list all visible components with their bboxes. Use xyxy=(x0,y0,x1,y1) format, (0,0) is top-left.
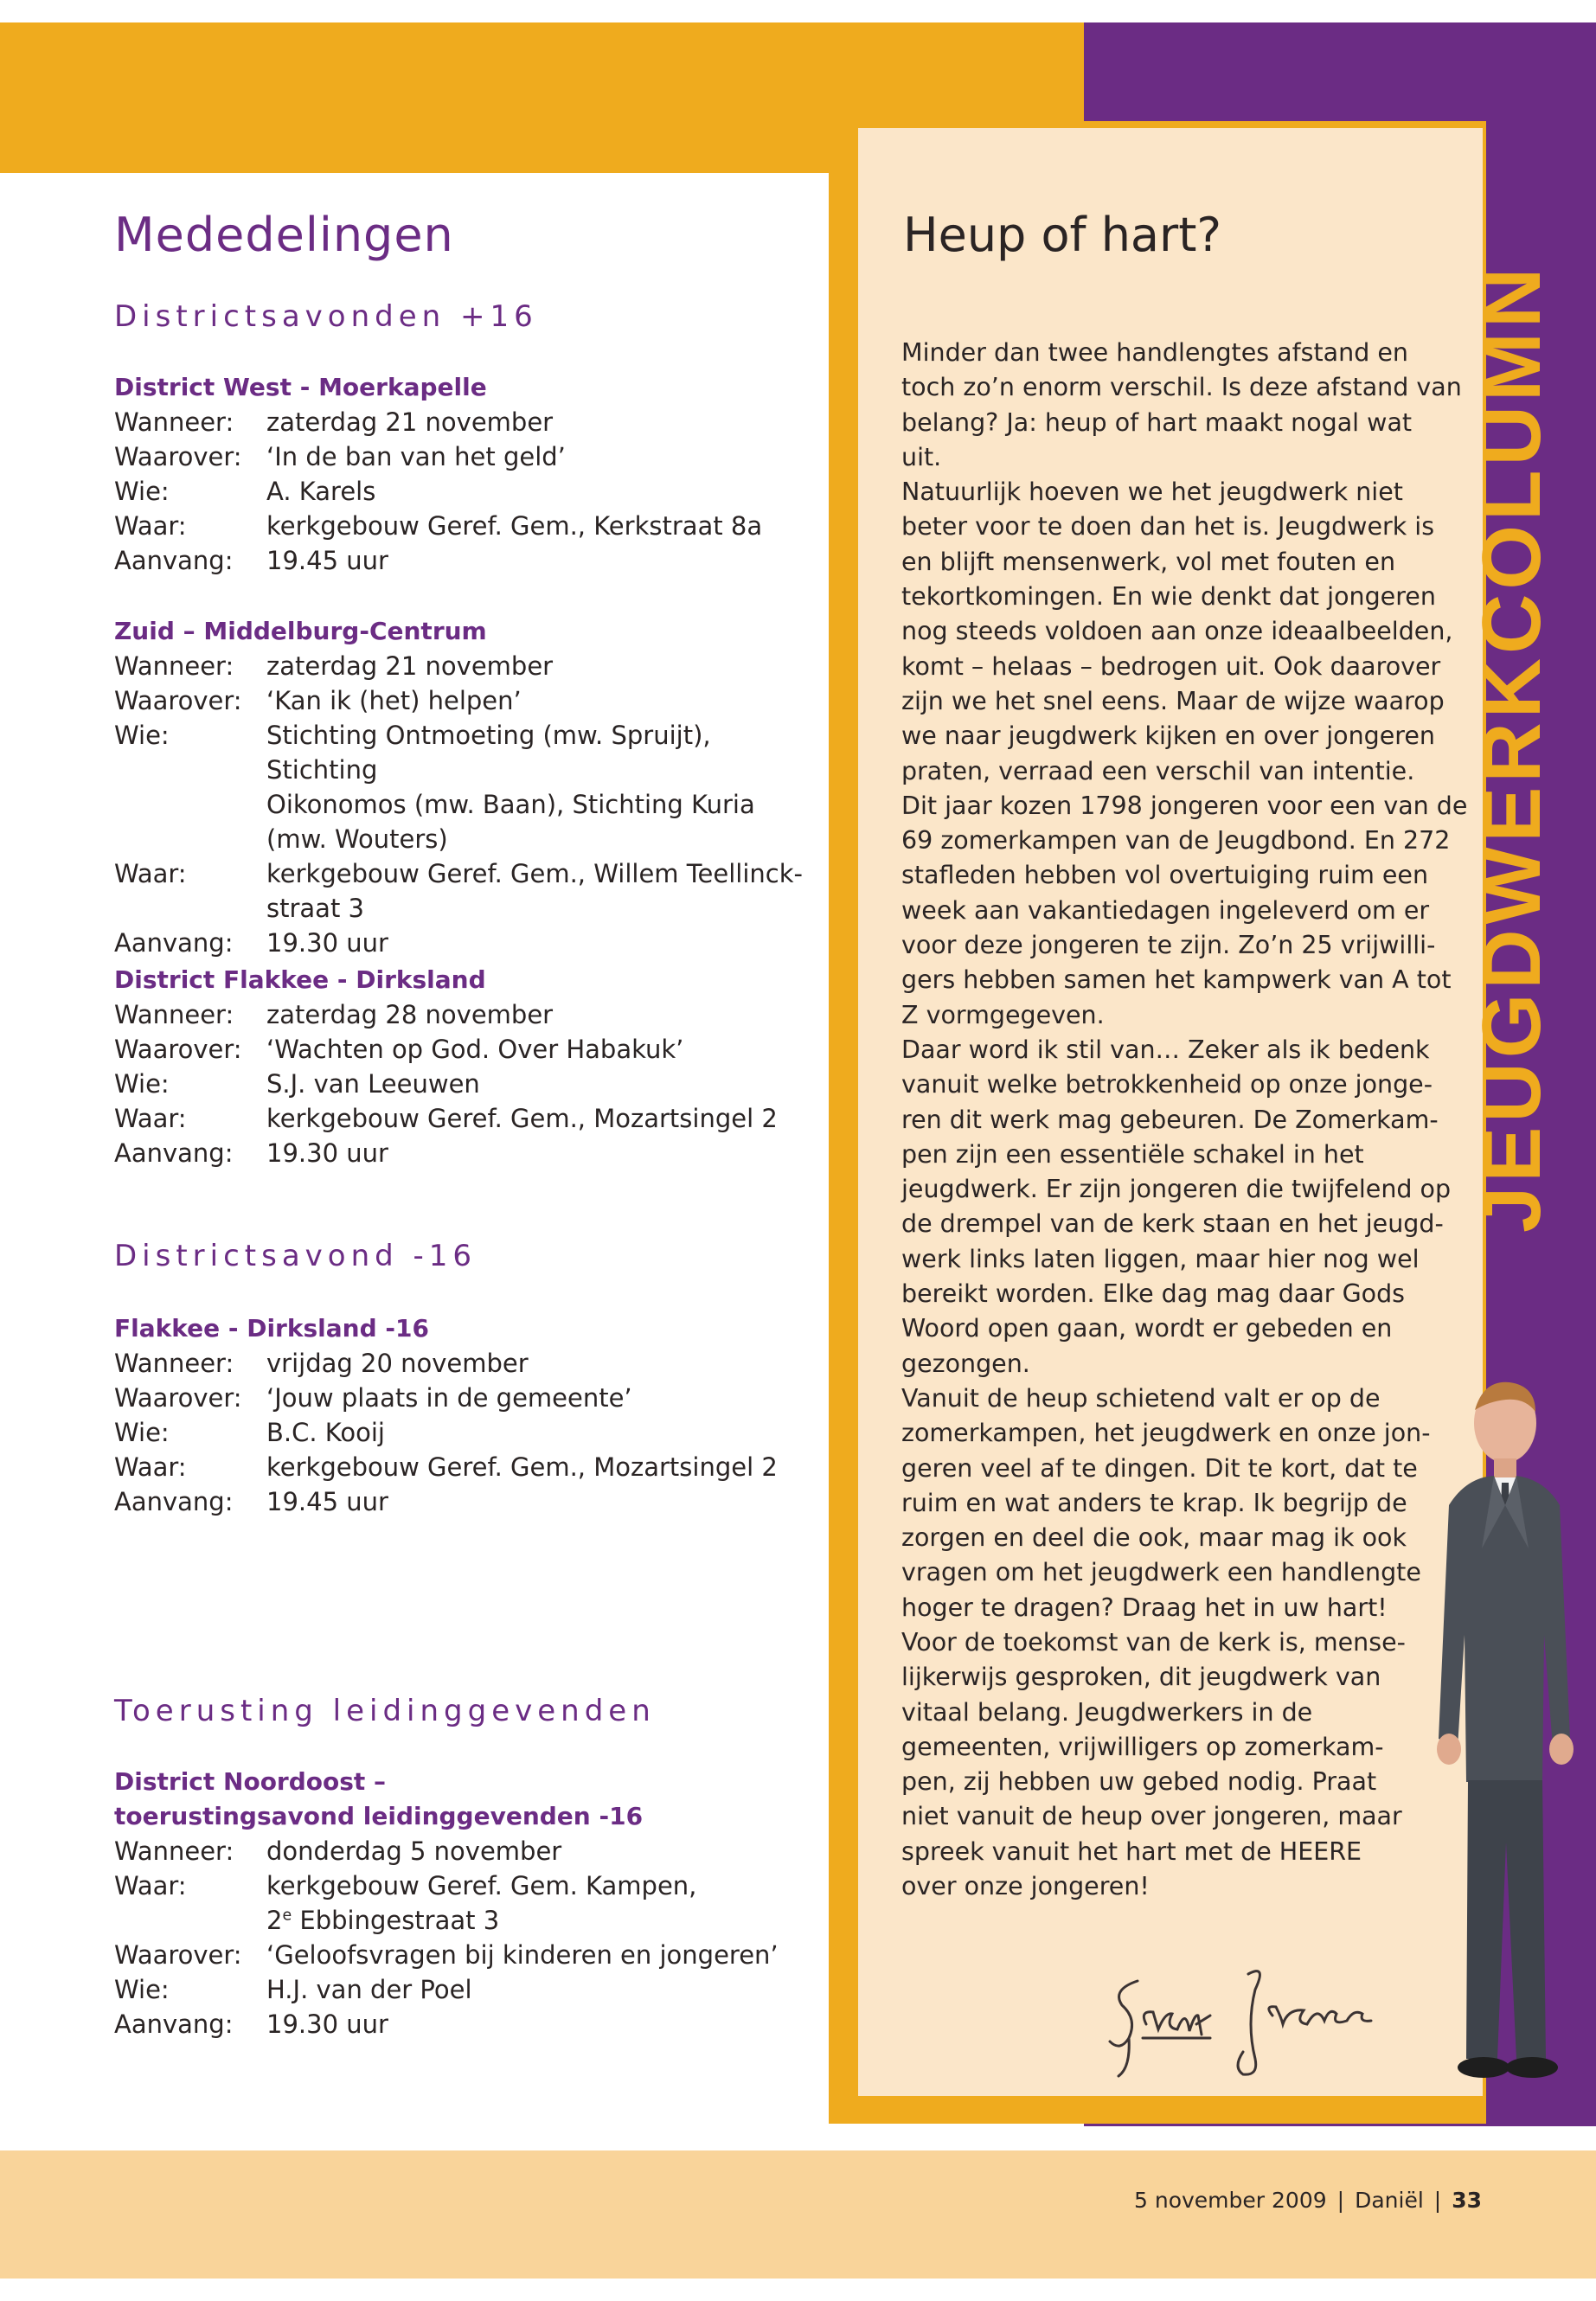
event-row xyxy=(114,1834,815,1868)
row-label: Wanneer: xyxy=(114,1000,234,1029)
column-line: praten, verraad een verschil van intentie. xyxy=(901,756,1415,785)
column-line: toch zo’n enorm verschil. Is deze afstand van xyxy=(901,373,1462,402)
column-line: Minder dan twee handlengtes afstand en xyxy=(901,338,1408,367)
row-value: kerkgebouw Geref. Gem., Mozartsingel 2 xyxy=(266,1452,778,1482)
row-value: 19.30 uur xyxy=(266,928,388,958)
column-line: we naar jeugdwerk kijken en over jongeren xyxy=(901,721,1435,751)
footer-publication: Daniël xyxy=(1355,2188,1424,2213)
row-value: kerkgebouw Geref. Gem., Mozartsingel 2 xyxy=(266,1104,778,1133)
row-label: Aanvang: xyxy=(114,928,234,958)
event-title: Zuid – Middelburg-Centrum xyxy=(114,617,487,645)
column-line: Z vormgegeven. xyxy=(901,1000,1105,1029)
column-line: Dit jaar kozen 1798 jongeren voor een van de xyxy=(901,791,1468,820)
page-number: 33 xyxy=(1452,2188,1482,2213)
column-vertical-label: JEUGDWERKCOLUMN xyxy=(1465,263,1558,1233)
column-line: week aan vakantiedagen ingeleverd om er xyxy=(901,895,1430,925)
column-line: lijkerwijs gesproken, dit jeugdwerk van xyxy=(901,1663,1381,1692)
event-row xyxy=(114,683,815,718)
event-district-west xyxy=(114,370,815,578)
column-line: vitaal belang. Jeugdwerkers in de xyxy=(901,1697,1313,1727)
event-row xyxy=(114,1381,815,1415)
event-row xyxy=(114,926,815,960)
section-heading-districtsavonden: Districtsavonden +16 xyxy=(114,299,538,334)
row-value xyxy=(266,856,815,926)
row-label: Waarover: xyxy=(114,1035,242,1064)
event-row xyxy=(114,405,815,439)
row-value: A. Karels xyxy=(266,477,376,506)
column-line: uit. xyxy=(901,442,942,471)
event-flakkee-dirksland-16 xyxy=(114,1311,815,1519)
event-row xyxy=(114,1136,815,1170)
event-row xyxy=(114,1484,815,1519)
row-label: Aanvang: xyxy=(114,1487,234,1516)
column-line: gers hebben samen het kampwerk van A tot xyxy=(901,965,1452,995)
column-line: zorgen en deel die ook, maar mag ik ook xyxy=(901,1523,1407,1553)
column-line: jeugdwerk. Er zijn jongeren die twijfelend op xyxy=(901,1175,1452,1204)
row-label: Aanvang: xyxy=(114,1138,234,1168)
event-title: District West - Moerkapelle xyxy=(114,373,487,401)
value-line: Stichting Ontmoeting (mw. Spruijt), Stichting xyxy=(266,721,711,785)
column-line: pen zijn een essentiële schakel in het xyxy=(901,1139,1364,1169)
value-line: kerkgebouw Geref. Gem., Willem Teellinck- xyxy=(266,859,803,888)
event-row xyxy=(114,1101,815,1136)
row-label: Waar: xyxy=(114,1871,187,1900)
column-line: spreek vanuit het hart met de HEERE xyxy=(901,1836,1362,1866)
column-line: de drempel van de kerk staan en het jeugd- xyxy=(901,1209,1444,1239)
row-label: Waarover: xyxy=(114,1383,242,1413)
row-label: Waarover: xyxy=(114,442,242,471)
column-line: nog steeds voldoen aan onze ideaalbeelden, xyxy=(901,617,1453,646)
column-line: en blijft mensenwerk, vol met fouten en xyxy=(901,547,1396,576)
column-line: Natuurlijk hoeven we het jeugdwerk niet xyxy=(901,478,1403,507)
page-footer: 5 november 2009 | Daniël | 33 xyxy=(1134,2188,1482,2213)
footer-date: 5 november 2009 xyxy=(1134,2188,1327,2213)
column-line: hoger te dragen? Draag het in uw hart! xyxy=(901,1593,1388,1622)
column-line: 69 zomerkampen van de Jeugdbond. En 272 xyxy=(901,826,1451,856)
event-row xyxy=(114,1450,815,1484)
row-label: Wanneer: xyxy=(114,1836,234,1866)
event-title: Flakkee - Dirksland -16 xyxy=(114,1314,429,1343)
event-row xyxy=(114,474,815,509)
row-value xyxy=(266,1868,815,1938)
column-line: voor deze jongeren te zijn. Zo’n 25 vrijwilli- xyxy=(901,931,1436,960)
event-row xyxy=(114,543,815,578)
column-line: zijn we het snel eens. Maar de wijze waarop xyxy=(901,686,1445,715)
row-value: S.J. van Leeuwen xyxy=(266,1069,480,1099)
row-value: zaterdag 21 november xyxy=(266,651,554,681)
row-label: Wie: xyxy=(114,1069,170,1099)
column-line: geren veel af te dingen. Dit te kort, dat te xyxy=(901,1453,1418,1483)
row-value: donderdag 5 november xyxy=(266,1836,562,1866)
column-line: werk links laten liggen, maar hier nog wel xyxy=(901,1244,1420,1273)
column-line: ren dit werk mag gebeuren. De Zomerkam- xyxy=(901,1105,1439,1134)
column-body xyxy=(901,336,1468,1904)
column-title: Heup of hart? xyxy=(903,208,1222,262)
event-row xyxy=(114,1868,815,1938)
value-line: (mw. Wouters) xyxy=(266,824,448,854)
event-zuid-middelburg xyxy=(114,614,815,960)
event-row xyxy=(114,1067,815,1101)
event-district-flakkee xyxy=(114,963,815,1170)
value-line: 2e Ebbingestraat 3 xyxy=(266,1906,500,1935)
column-line: Woord open gaan, wordt er gebeden en xyxy=(901,1314,1393,1343)
row-label: Wanneer: xyxy=(114,651,234,681)
event-row xyxy=(114,1972,815,2007)
value-line: Oikonomos (mw. Baan), Stichting Kuria xyxy=(266,790,755,819)
signature-image xyxy=(1103,1955,1397,2085)
row-label: Waar: xyxy=(114,859,187,888)
event-row xyxy=(114,997,815,1032)
event-row xyxy=(114,439,815,474)
event-row xyxy=(114,856,815,926)
event-row xyxy=(114,1938,815,1972)
column-line: zomerkampen, het jeugdwerk en onze jon- xyxy=(901,1419,1431,1448)
row-value: ‘Geloofsvragen bij kinderen en jongeren’ xyxy=(266,1940,779,1970)
row-value xyxy=(266,718,815,856)
column-line: vanuit welke betrokkenheid op onze jonge- xyxy=(901,1070,1433,1099)
row-value: 19.45 uur xyxy=(266,1487,388,1516)
section-heading-toerusting: Toerusting leidinggevenden xyxy=(114,1694,656,1728)
column-line: tekortkomingen. En wie denkt dat jongeren xyxy=(901,582,1436,612)
row-value: ‘In de ban van het geld’ xyxy=(266,442,566,471)
section-heading-districtsavond: Districtsavond -16 xyxy=(114,1239,478,1273)
row-label: Wanneer: xyxy=(114,1349,234,1378)
event-row xyxy=(114,509,815,543)
row-value: H.J. van der Poel xyxy=(266,1975,472,2004)
row-label: Wie: xyxy=(114,1975,170,2004)
column-line: vragen om het jeugdwerk een handlengte xyxy=(901,1558,1421,1587)
column-line: komt – helaas – bedrogen uit. Ook daarover xyxy=(901,651,1441,681)
row-value: B.C. Kooij xyxy=(266,1418,385,1447)
column-line: Vanuit de heup schietend valt er op de xyxy=(901,1383,1381,1413)
row-value: vrijdag 20 november xyxy=(266,1349,529,1378)
column-line: stafleden hebben vol overtuiging ruim een xyxy=(901,861,1429,890)
column-line: belang? Ja: heup of hart maakt nogal wat xyxy=(901,407,1413,437)
column-line: gemeenten, vrijwilligers op zomerkam- xyxy=(901,1732,1384,1761)
column-line: over onze jongeren! xyxy=(901,1872,1150,1901)
row-value: ‘Kan ik (het) helpen’ xyxy=(266,686,522,715)
column-line: gezongen. xyxy=(901,1349,1030,1378)
column-line: Voor de toekomst van de kerk is, mense- xyxy=(901,1627,1406,1657)
row-label: Waar: xyxy=(114,511,187,541)
row-label: Waar: xyxy=(114,1452,187,1482)
footer-band xyxy=(0,2150,1596,2279)
event-district-noordoost xyxy=(114,1765,815,2041)
row-value: zaterdag 28 november xyxy=(266,1000,554,1029)
column-line: Daar word ik stil van… Zeker als ik bedenk xyxy=(901,1035,1430,1064)
row-value: 19.30 uur xyxy=(266,2009,388,2039)
event-row xyxy=(114,1346,815,1381)
row-value: 19.45 uur xyxy=(266,546,388,575)
column-line: ruim en wat anders te krap. Ik begrijp de xyxy=(901,1488,1407,1517)
value-line: kerkgebouw Geref. Gem. Kampen, xyxy=(266,1871,697,1900)
page-title: Mededelingen xyxy=(114,208,454,262)
event-row xyxy=(114,1415,815,1450)
row-value: 19.30 uur xyxy=(266,1138,388,1168)
column-line: beter voor te doen dan het is. Jeugdwerk is xyxy=(901,512,1435,542)
row-value: zaterdag 21 november xyxy=(266,407,554,437)
event-title: toerustingsavond leidinggevenden -16 xyxy=(114,1802,644,1830)
row-label: Wie: xyxy=(114,721,170,750)
row-value: kerkgebouw Geref. Gem., Kerkstraat 8a xyxy=(266,511,763,541)
event-title: District Flakkee - Dirksland xyxy=(114,965,486,994)
value-line: straat 3 xyxy=(266,894,364,923)
row-label: Waar: xyxy=(114,1104,187,1133)
row-value: ‘Jouw plaats in de gemeente’ xyxy=(266,1383,632,1413)
row-label: Aanvang: xyxy=(114,546,234,575)
row-label: Aanvang: xyxy=(114,2009,234,2039)
row-label: Waarover: xyxy=(114,686,242,715)
row-label: Waarover: xyxy=(114,1940,242,1970)
row-value: ‘Wachten op God. Over Habakuk’ xyxy=(266,1035,684,1064)
event-title: District Noordoost – xyxy=(114,1767,387,1796)
row-label: Wanneer: xyxy=(114,407,234,437)
row-label: Wie: xyxy=(114,1418,170,1447)
column-line: pen, zij hebben uw gebed nodig. Praat xyxy=(901,1767,1377,1797)
event-row xyxy=(114,1032,815,1067)
event-row xyxy=(114,649,815,683)
event-row xyxy=(114,718,815,856)
column-line: bereikt worden. Elke dag mag daar Gods xyxy=(901,1279,1406,1309)
column-line: niet vanuit de heup over jongeren, maar xyxy=(901,1802,1402,1831)
author-photo xyxy=(1414,1375,1587,2102)
event-row xyxy=(114,2007,815,2041)
row-label: Wie: xyxy=(114,477,170,506)
